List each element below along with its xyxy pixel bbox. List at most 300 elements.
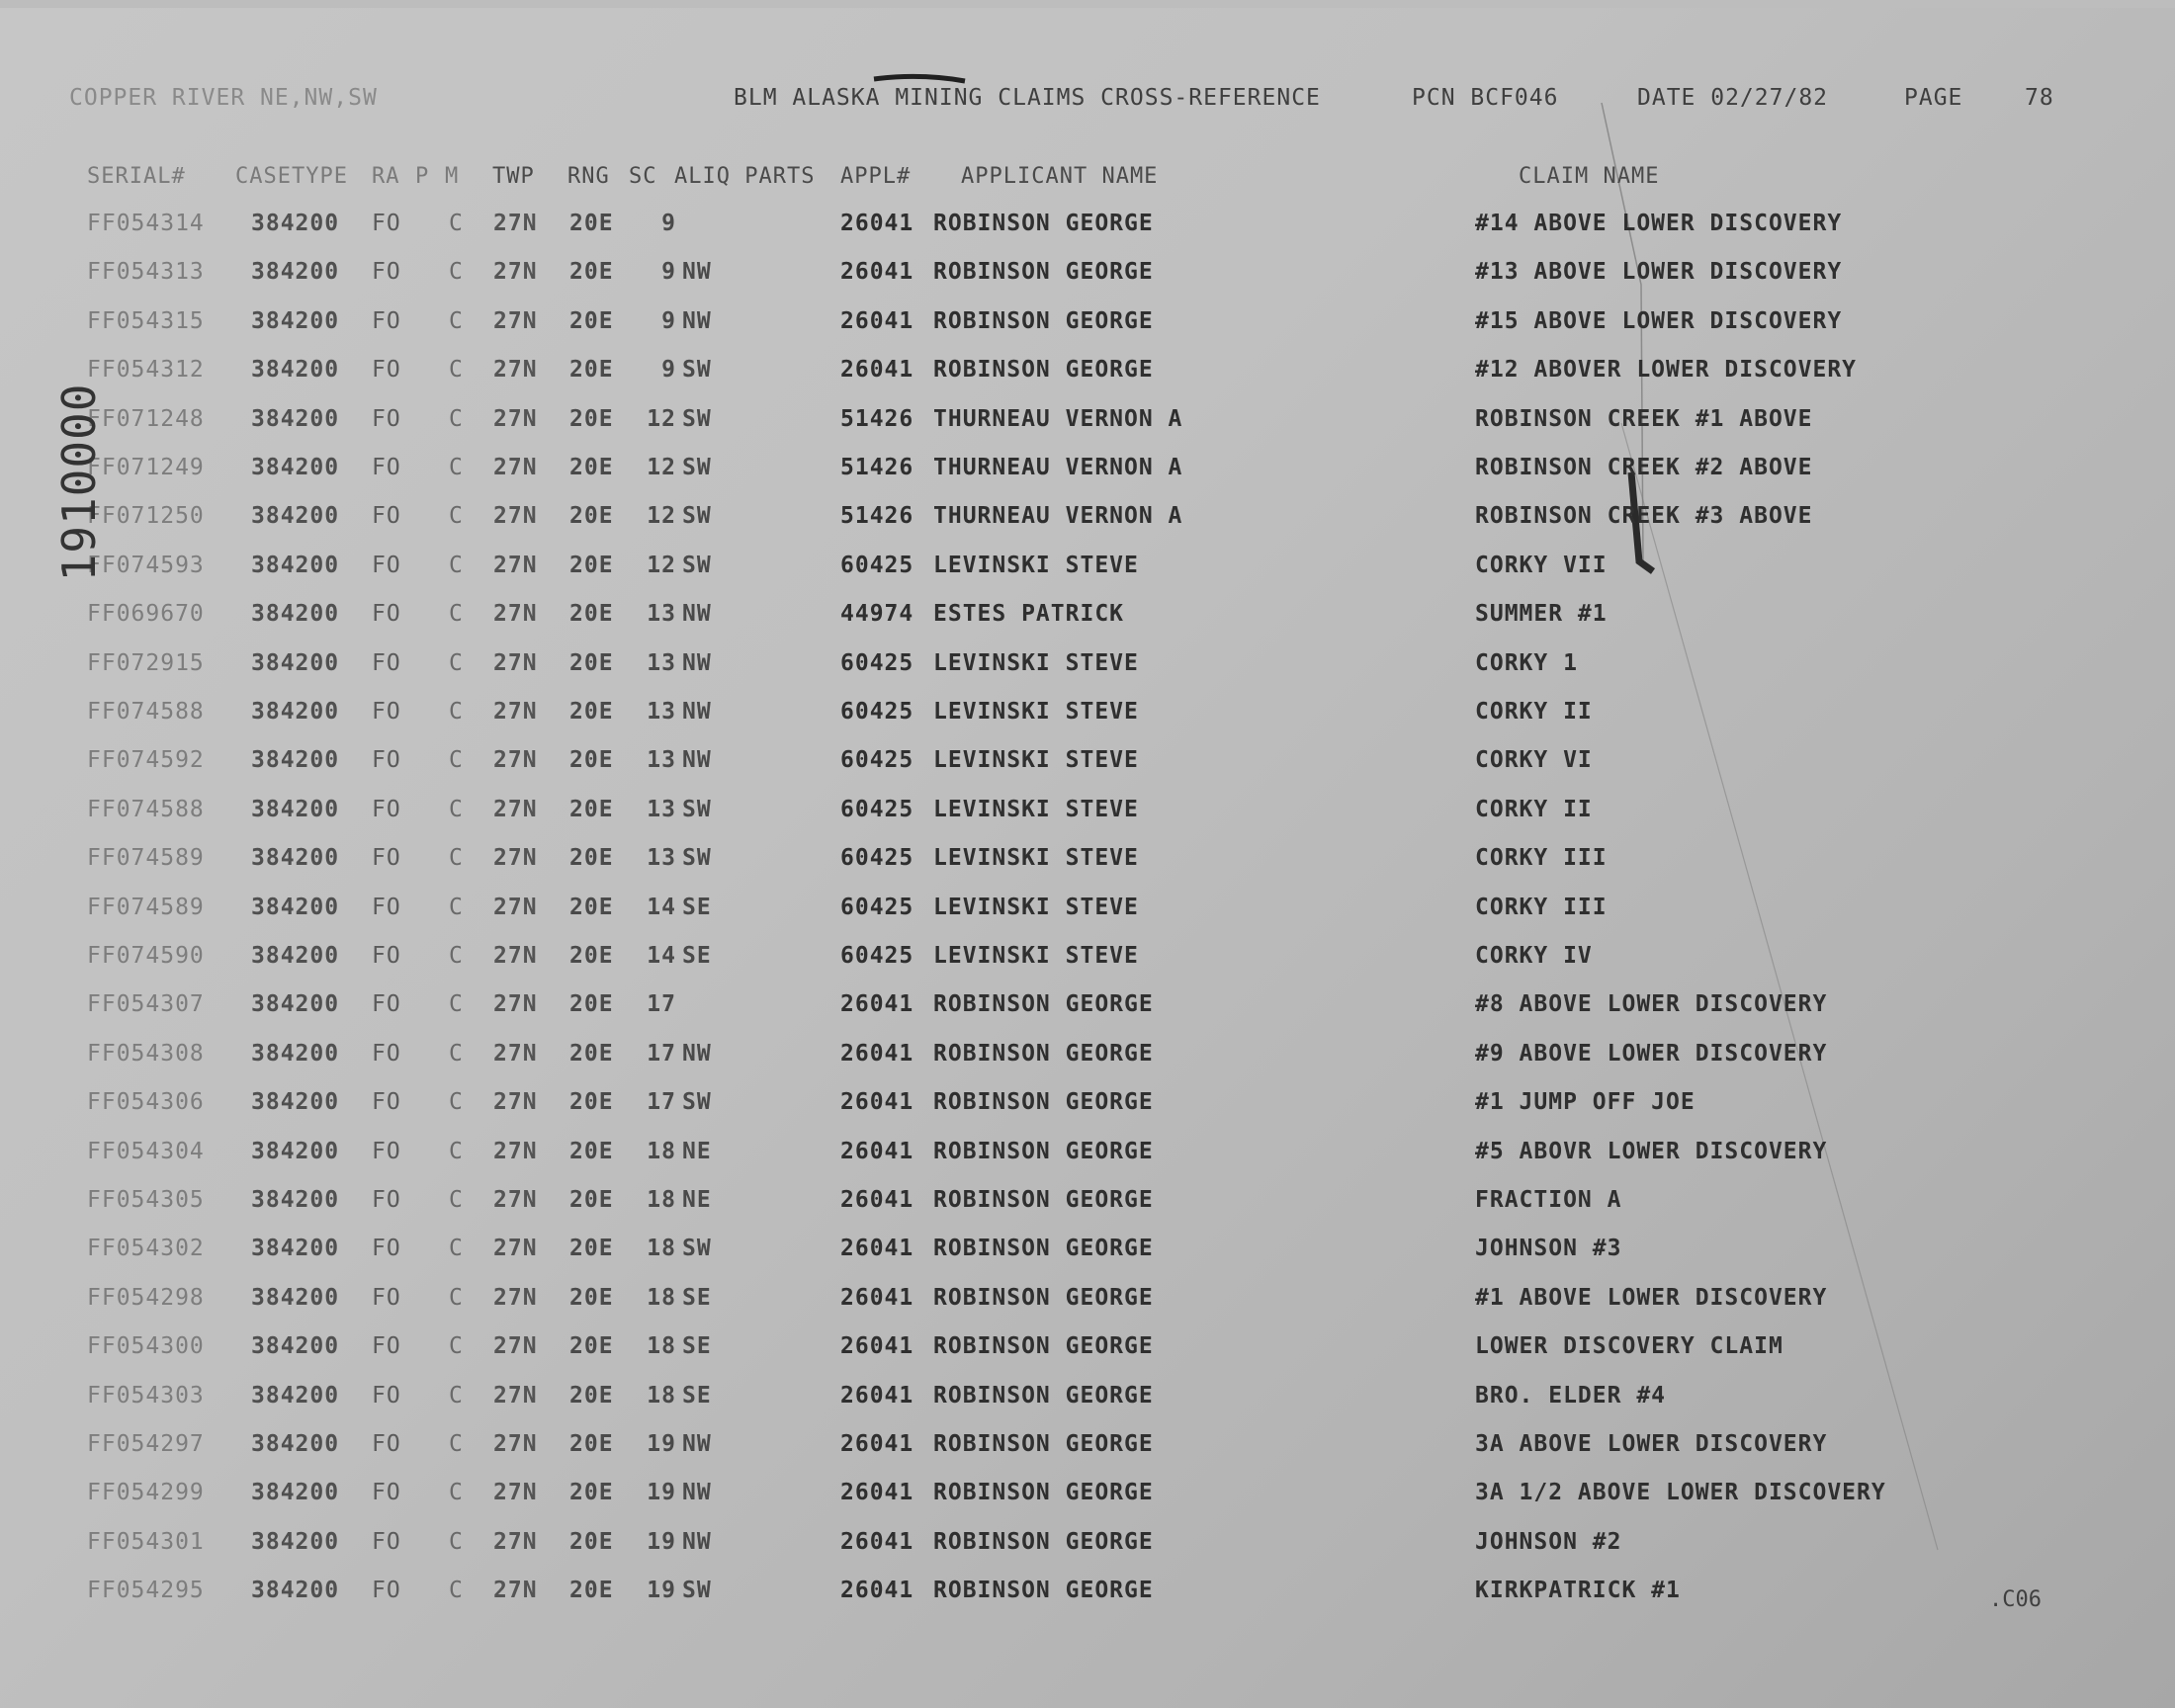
cell-rng: 20E: [569, 943, 614, 969]
cell-claim: CORKY VII: [1475, 553, 1608, 578]
cell-ra: FO: [372, 650, 401, 676]
cell-rng: 20E: [569, 1383, 614, 1409]
col-appl: APPL#: [840, 164, 912, 189]
cell-name: LEVINSKI STEVE: [933, 650, 1139, 676]
cell-casetype: 384200: [251, 1480, 340, 1505]
cell-appl: 60425: [840, 553, 914, 578]
cell-twp: 27N: [493, 699, 538, 725]
cell-casetype: 384200: [251, 503, 340, 529]
cell-claim: ROBINSON CREEK #1 ABOVE: [1475, 406, 1813, 432]
cell-name: ROBINSON GEORGE: [933, 1383, 1154, 1409]
cell-appl: 60425: [840, 699, 914, 725]
cell-rng: 20E: [569, 211, 614, 236]
cell-casetype: 384200: [251, 1139, 340, 1164]
col-casetype: CASETYPE: [235, 164, 348, 189]
cell-aliq: NW: [682, 1431, 712, 1457]
cell-sc: 18: [647, 1236, 676, 1261]
table-row: [0, 259, 2175, 306]
cell-aliq: NW: [682, 601, 712, 627]
cell-claim: CORKY II: [1475, 797, 1593, 822]
cell-m: C: [449, 943, 464, 969]
cell-m: C: [449, 1480, 464, 1505]
cell-twp: 27N: [493, 211, 538, 236]
table-row: [0, 797, 2175, 844]
cell-claim: #15 ABOVE LOWER DISCOVERY: [1475, 308, 1843, 334]
cell-ra: FO: [372, 991, 401, 1017]
cell-ra: FO: [372, 406, 401, 432]
cell-aliq: SW: [682, 553, 712, 578]
cell-claim: #13 ABOVE LOWER DISCOVERY: [1475, 259, 1843, 285]
cell-rng: 20E: [569, 1236, 614, 1261]
cell-serial: FF074588: [87, 797, 205, 822]
cell-rng: 20E: [569, 601, 614, 627]
cell-serial: FF074593: [87, 553, 205, 578]
table-row: [0, 1578, 2175, 1625]
cell-casetype: 384200: [251, 991, 340, 1017]
table-row: [0, 650, 2175, 698]
cell-serial: FF054302: [87, 1236, 205, 1261]
cell-name: ROBINSON GEORGE: [933, 308, 1154, 334]
cell-twp: 27N: [493, 747, 538, 773]
cell-sc: 13: [647, 699, 676, 725]
cell-claim: CORKY III: [1475, 895, 1608, 920]
cell-twp: 27N: [493, 357, 538, 383]
table-row: [0, 503, 2175, 551]
printout-sheet: [0, 8, 2175, 1708]
cell-casetype: 384200: [251, 1431, 340, 1457]
cell-rng: 20E: [569, 797, 614, 822]
cell-sc: 13: [647, 845, 676, 871]
cell-serial: FF071249: [87, 455, 205, 480]
cell-casetype: 384200: [251, 1041, 340, 1067]
cell-appl: 26041: [840, 357, 914, 383]
cell-sc: 14: [647, 943, 676, 969]
cell-rng: 20E: [569, 1480, 614, 1505]
cell-ra: FO: [372, 357, 401, 383]
cell-aliq: NW: [682, 699, 712, 725]
table-row: [0, 991, 2175, 1039]
cell-ra: FO: [372, 797, 401, 822]
cell-m: C: [449, 895, 464, 920]
cell-twp: 27N: [493, 650, 538, 676]
cell-sc: 17: [647, 1089, 676, 1115]
report-title: BLM ALASKA MINING CLAIMS CROSS-REFERENCE: [734, 85, 1321, 111]
cell-sc: 13: [647, 601, 676, 627]
cell-m: C: [449, 797, 464, 822]
cell-sc: 9: [661, 211, 676, 236]
cell-serial: FF054315: [87, 308, 205, 334]
cell-ra: FO: [372, 455, 401, 480]
cell-appl: 60425: [840, 845, 914, 871]
table-row: [0, 1041, 2175, 1088]
cell-casetype: 384200: [251, 797, 340, 822]
table-row: [0, 943, 2175, 990]
cell-sc: 14: [647, 895, 676, 920]
cell-aliq: NW: [682, 259, 712, 285]
page-number: 78: [2025, 85, 2054, 111]
cell-twp: 27N: [493, 1383, 538, 1409]
cell-m: C: [449, 1041, 464, 1067]
cell-casetype: 384200: [251, 943, 340, 969]
cell-ra: FO: [372, 1089, 401, 1115]
cell-name: ROBINSON GEORGE: [933, 1089, 1154, 1115]
cell-twp: 27N: [493, 895, 538, 920]
cell-sc: 17: [647, 1041, 676, 1067]
cell-appl: 26041: [840, 1333, 914, 1359]
cell-m: C: [449, 1383, 464, 1409]
cell-twp: 27N: [493, 308, 538, 334]
cell-sc: 19: [647, 1480, 676, 1505]
cell-casetype: 384200: [251, 1578, 340, 1603]
cell-m: C: [449, 1089, 464, 1115]
cell-name: LEVINSKI STEVE: [933, 797, 1139, 822]
cell-m: C: [449, 699, 464, 725]
cell-sc: 17: [647, 991, 676, 1017]
cell-ra: FO: [372, 601, 401, 627]
cell-rng: 20E: [569, 406, 614, 432]
cell-serial: FF054297: [87, 1431, 205, 1457]
cell-rng: 20E: [569, 1139, 614, 1164]
cell-appl: 51426: [840, 406, 914, 432]
table-row: [0, 699, 2175, 746]
cell-twp: 27N: [493, 455, 538, 480]
col-p: P: [415, 164, 430, 189]
cell-appl: 26041: [840, 1578, 914, 1603]
cell-name: ROBINSON GEORGE: [933, 991, 1154, 1017]
cell-aliq: SW: [682, 455, 712, 480]
cell-ra: FO: [372, 943, 401, 969]
cell-rng: 20E: [569, 1333, 614, 1359]
cell-twp: 27N: [493, 943, 538, 969]
cell-rng: 20E: [569, 455, 614, 480]
col-aliq-parts: ALIQ PARTS: [674, 164, 816, 189]
table-row: [0, 1480, 2175, 1527]
cell-serial: FF054299: [87, 1480, 205, 1505]
cell-name: LEVINSKI STEVE: [933, 553, 1139, 578]
page-label: PAGE: [1904, 85, 1963, 111]
cell-name: THURNEAU VERNON A: [933, 503, 1183, 529]
cell-serial: FF054305: [87, 1187, 205, 1213]
cell-claim: CORKY II: [1475, 699, 1593, 725]
cell-appl: 60425: [840, 895, 914, 920]
table-row: [0, 1236, 2175, 1283]
cell-claim: #14 ABOVE LOWER DISCOVERY: [1475, 211, 1843, 236]
cell-casetype: 384200: [251, 1285, 340, 1311]
cell-casetype: 384200: [251, 1187, 340, 1213]
cell-casetype: 384200: [251, 1333, 340, 1359]
cell-appl: 51426: [840, 503, 914, 529]
cell-serial: FF054314: [87, 211, 205, 236]
cell-rng: 20E: [569, 991, 614, 1017]
cell-serial: FF054304: [87, 1139, 205, 1164]
cell-m: C: [449, 308, 464, 334]
cell-ra: FO: [372, 1041, 401, 1067]
cell-aliq: NW: [682, 650, 712, 676]
cell-appl: 26041: [840, 1480, 914, 1505]
cell-aliq: NW: [682, 747, 712, 773]
cell-twp: 27N: [493, 1236, 538, 1261]
cell-m: C: [449, 553, 464, 578]
cell-twp: 27N: [493, 1529, 538, 1555]
table-row: [0, 895, 2175, 942]
table-row: [0, 1383, 2175, 1430]
cell-m: C: [449, 1187, 464, 1213]
cell-twp: 27N: [493, 797, 538, 822]
cell-serial: FF054301: [87, 1529, 205, 1555]
cell-aliq: NW: [682, 1041, 712, 1067]
cell-name: ESTES PATRICK: [933, 601, 1125, 627]
table-row: [0, 1529, 2175, 1577]
table-row: [0, 601, 2175, 648]
cell-twp: 27N: [493, 1089, 538, 1115]
cell-serial: FF072915: [87, 650, 205, 676]
cell-sc: 12: [647, 553, 676, 578]
cell-rng: 20E: [569, 357, 614, 383]
cell-twp: 27N: [493, 503, 538, 529]
cell-twp: 27N: [493, 259, 538, 285]
cell-claim: ROBINSON CREEK #3 ABOVE: [1475, 503, 1813, 529]
cell-claim: FRACTION A: [1475, 1187, 1622, 1213]
cell-serial: FF074590: [87, 943, 205, 969]
cell-claim: LOWER DISCOVERY CLAIM: [1475, 1333, 1784, 1359]
col-m: M: [445, 164, 460, 189]
cell-serial: FF054303: [87, 1383, 205, 1409]
cell-aliq: NE: [682, 1187, 712, 1213]
table-row: [0, 1431, 2175, 1479]
cell-m: C: [449, 1333, 464, 1359]
cell-sc: 19: [647, 1529, 676, 1555]
cell-casetype: 384200: [251, 895, 340, 920]
cell-rng: 20E: [569, 1578, 614, 1603]
cell-m: C: [449, 211, 464, 236]
cell-ra: FO: [372, 259, 401, 285]
cell-name: LEVINSKI STEVE: [933, 699, 1139, 725]
cell-twp: 27N: [493, 845, 538, 871]
cell-appl: 26041: [840, 308, 914, 334]
col-ra: RA: [372, 164, 400, 189]
cell-aliq: SW: [682, 1578, 712, 1603]
col-twp: TWP: [492, 164, 535, 189]
cell-name: ROBINSON GEORGE: [933, 1187, 1154, 1213]
cell-ra: FO: [372, 699, 401, 725]
col-rng: RNG: [567, 164, 610, 189]
report-date: DATE 02/27/82: [1637, 85, 1829, 111]
cell-claim: JOHNSON #2: [1475, 1529, 1622, 1555]
cell-appl: 26041: [840, 1187, 914, 1213]
cell-sc: 12: [647, 406, 676, 432]
cell-casetype: 384200: [251, 1236, 340, 1261]
cell-casetype: 384200: [251, 1383, 340, 1409]
cell-claim: KIRKPATRICK #1: [1475, 1578, 1681, 1603]
cell-ra: FO: [372, 1333, 401, 1359]
cell-claim: SUMMER #1: [1475, 601, 1608, 627]
cell-aliq: SW: [682, 845, 712, 871]
cell-m: C: [449, 1285, 464, 1311]
table-row: [0, 308, 2175, 356]
cell-rng: 20E: [569, 699, 614, 725]
cell-casetype: 384200: [251, 699, 340, 725]
cell-name: ROBINSON GEORGE: [933, 1333, 1154, 1359]
cell-claim: #12 ABOVER LOWER DISCOVERY: [1475, 357, 1858, 383]
cell-sc: 13: [647, 797, 676, 822]
cell-appl: 26041: [840, 1383, 914, 1409]
cell-sc: 9: [661, 259, 676, 285]
cell-serial: FF071248: [87, 406, 205, 432]
cell-rng: 20E: [569, 1187, 614, 1213]
cell-claim: #9 ABOVE LOWER DISCOVERY: [1475, 1041, 1828, 1067]
cell-casetype: 384200: [251, 406, 340, 432]
cell-ra: FO: [372, 845, 401, 871]
cell-ra: FO: [372, 1578, 401, 1603]
cell-sc: 19: [647, 1578, 676, 1603]
cell-twp: 27N: [493, 991, 538, 1017]
table-row: [0, 357, 2175, 404]
cell-claim: 3A ABOVE LOWER DISCOVERY: [1475, 1431, 1828, 1457]
cell-aliq: SW: [682, 406, 712, 432]
cell-name: ROBINSON GEORGE: [933, 1529, 1154, 1555]
cell-aliq: NW: [682, 1480, 712, 1505]
table-row: [0, 406, 2175, 454]
table-row: [0, 455, 2175, 502]
cell-name: ROBINSON GEORGE: [933, 1431, 1154, 1457]
cell-twp: 27N: [493, 1431, 538, 1457]
cell-appl: 60425: [840, 797, 914, 822]
cell-rng: 20E: [569, 747, 614, 773]
cell-name: ROBINSON GEORGE: [933, 1480, 1154, 1505]
cell-twp: 27N: [493, 1041, 538, 1067]
cell-rng: 20E: [569, 1285, 614, 1311]
cell-appl: 26041: [840, 1529, 914, 1555]
cell-claim: CORKY III: [1475, 845, 1608, 871]
table-row: [0, 1089, 2175, 1137]
cell-rng: 20E: [569, 553, 614, 578]
cell-serial: FF054306: [87, 1089, 205, 1115]
cell-appl: 26041: [840, 1139, 914, 1164]
cell-m: C: [449, 259, 464, 285]
cell-ra: FO: [372, 1139, 401, 1164]
cell-claim: JOHNSON #3: [1475, 1236, 1622, 1261]
cell-ra: FO: [372, 1236, 401, 1261]
table-row: [0, 1187, 2175, 1235]
cell-name: ROBINSON GEORGE: [933, 259, 1154, 285]
cell-aliq: SW: [682, 1089, 712, 1115]
table-row: [0, 211, 2175, 258]
cell-m: C: [449, 406, 464, 432]
cell-appl: 26041: [840, 259, 914, 285]
cell-ra: FO: [372, 895, 401, 920]
cell-name: ROBINSON GEORGE: [933, 1285, 1154, 1311]
cell-claim: #5 ABOVR LOWER DISCOVERY: [1475, 1139, 1828, 1164]
cell-name: ROBINSON GEORGE: [933, 1236, 1154, 1261]
cell-serial: FF054313: [87, 259, 205, 285]
cell-claim: ROBINSON CREEK #2 ABOVE: [1475, 455, 1813, 480]
cell-aliq: SE: [682, 895, 712, 920]
cell-m: C: [449, 1578, 464, 1603]
cell-rng: 20E: [569, 1431, 614, 1457]
cell-twp: 27N: [493, 1480, 538, 1505]
cell-name: LEVINSKI STEVE: [933, 747, 1139, 773]
cell-appl: 60425: [840, 650, 914, 676]
cell-casetype: 384200: [251, 845, 340, 871]
table-row: [0, 1333, 2175, 1381]
cell-claim: #1 ABOVE LOWER DISCOVERY: [1475, 1285, 1828, 1311]
cell-casetype: 384200: [251, 455, 340, 480]
cell-casetype: 384200: [251, 1529, 340, 1555]
cell-aliq: SE: [682, 1383, 712, 1409]
cell-casetype: 384200: [251, 211, 340, 236]
cell-serial: FF054312: [87, 357, 205, 383]
cell-rng: 20E: [569, 1529, 614, 1555]
col-serial: SERIAL#: [87, 164, 186, 189]
cell-ra: FO: [372, 503, 401, 529]
cell-appl: 60425: [840, 943, 914, 969]
cell-rng: 20E: [569, 845, 614, 871]
cell-twp: 27N: [493, 406, 538, 432]
report-region: COPPER RIVER NE,NW,SW: [69, 85, 378, 111]
cell-casetype: 384200: [251, 553, 340, 578]
cell-m: C: [449, 1139, 464, 1164]
cell-appl: 26041: [840, 1431, 914, 1457]
cell-m: C: [449, 1431, 464, 1457]
cell-m: C: [449, 845, 464, 871]
cell-m: C: [449, 1529, 464, 1555]
cell-sc: 12: [647, 455, 676, 480]
cell-twp: 27N: [493, 1285, 538, 1311]
cell-serial: FF074588: [87, 699, 205, 725]
cell-claim: #8 ABOVE LOWER DISCOVERY: [1475, 991, 1828, 1017]
cell-twp: 27N: [493, 1578, 538, 1603]
cell-m: C: [449, 991, 464, 1017]
table-row: [0, 747, 2175, 795]
cell-ra: FO: [372, 1529, 401, 1555]
cell-claim: CORKY IV: [1475, 943, 1593, 969]
cell-appl: 26041: [840, 1089, 914, 1115]
cell-appl: 26041: [840, 991, 914, 1017]
cell-sc: 19: [647, 1431, 676, 1457]
cell-rng: 20E: [569, 650, 614, 676]
cell-aliq: SE: [682, 1285, 712, 1311]
cell-casetype: 384200: [251, 259, 340, 285]
pen-mark: [874, 76, 965, 81]
cell-casetype: 384200: [251, 1089, 340, 1115]
cell-name: ROBINSON GEORGE: [933, 357, 1154, 383]
cell-appl: 44974: [840, 601, 914, 627]
cell-aliq: SW: [682, 503, 712, 529]
cell-twp: 27N: [493, 1187, 538, 1213]
cell-ra: FO: [372, 1187, 401, 1213]
cell-sc: 9: [661, 308, 676, 334]
cell-serial: FF071250: [87, 503, 205, 529]
cell-appl: 26041: [840, 1236, 914, 1261]
cell-claim: 3A 1/2 ABOVE LOWER DISCOVERY: [1475, 1480, 1886, 1505]
cell-serial: FF074589: [87, 845, 205, 871]
cell-rng: 20E: [569, 895, 614, 920]
cell-sc: 18: [647, 1333, 676, 1359]
cell-serial: FF054307: [87, 991, 205, 1017]
cell-rng: 20E: [569, 1041, 614, 1067]
cell-ra: FO: [372, 211, 401, 236]
cell-appl: 60425: [840, 747, 914, 773]
cell-sc: 13: [647, 747, 676, 773]
cell-casetype: 384200: [251, 650, 340, 676]
cell-casetype: 384200: [251, 747, 340, 773]
cell-appl: 51426: [840, 455, 914, 480]
cell-aliq: SW: [682, 797, 712, 822]
cell-sc: 18: [647, 1187, 676, 1213]
cell-rng: 20E: [569, 259, 614, 285]
cell-m: C: [449, 1236, 464, 1261]
col-claim-name: CLAIM NAME: [1519, 164, 1660, 189]
